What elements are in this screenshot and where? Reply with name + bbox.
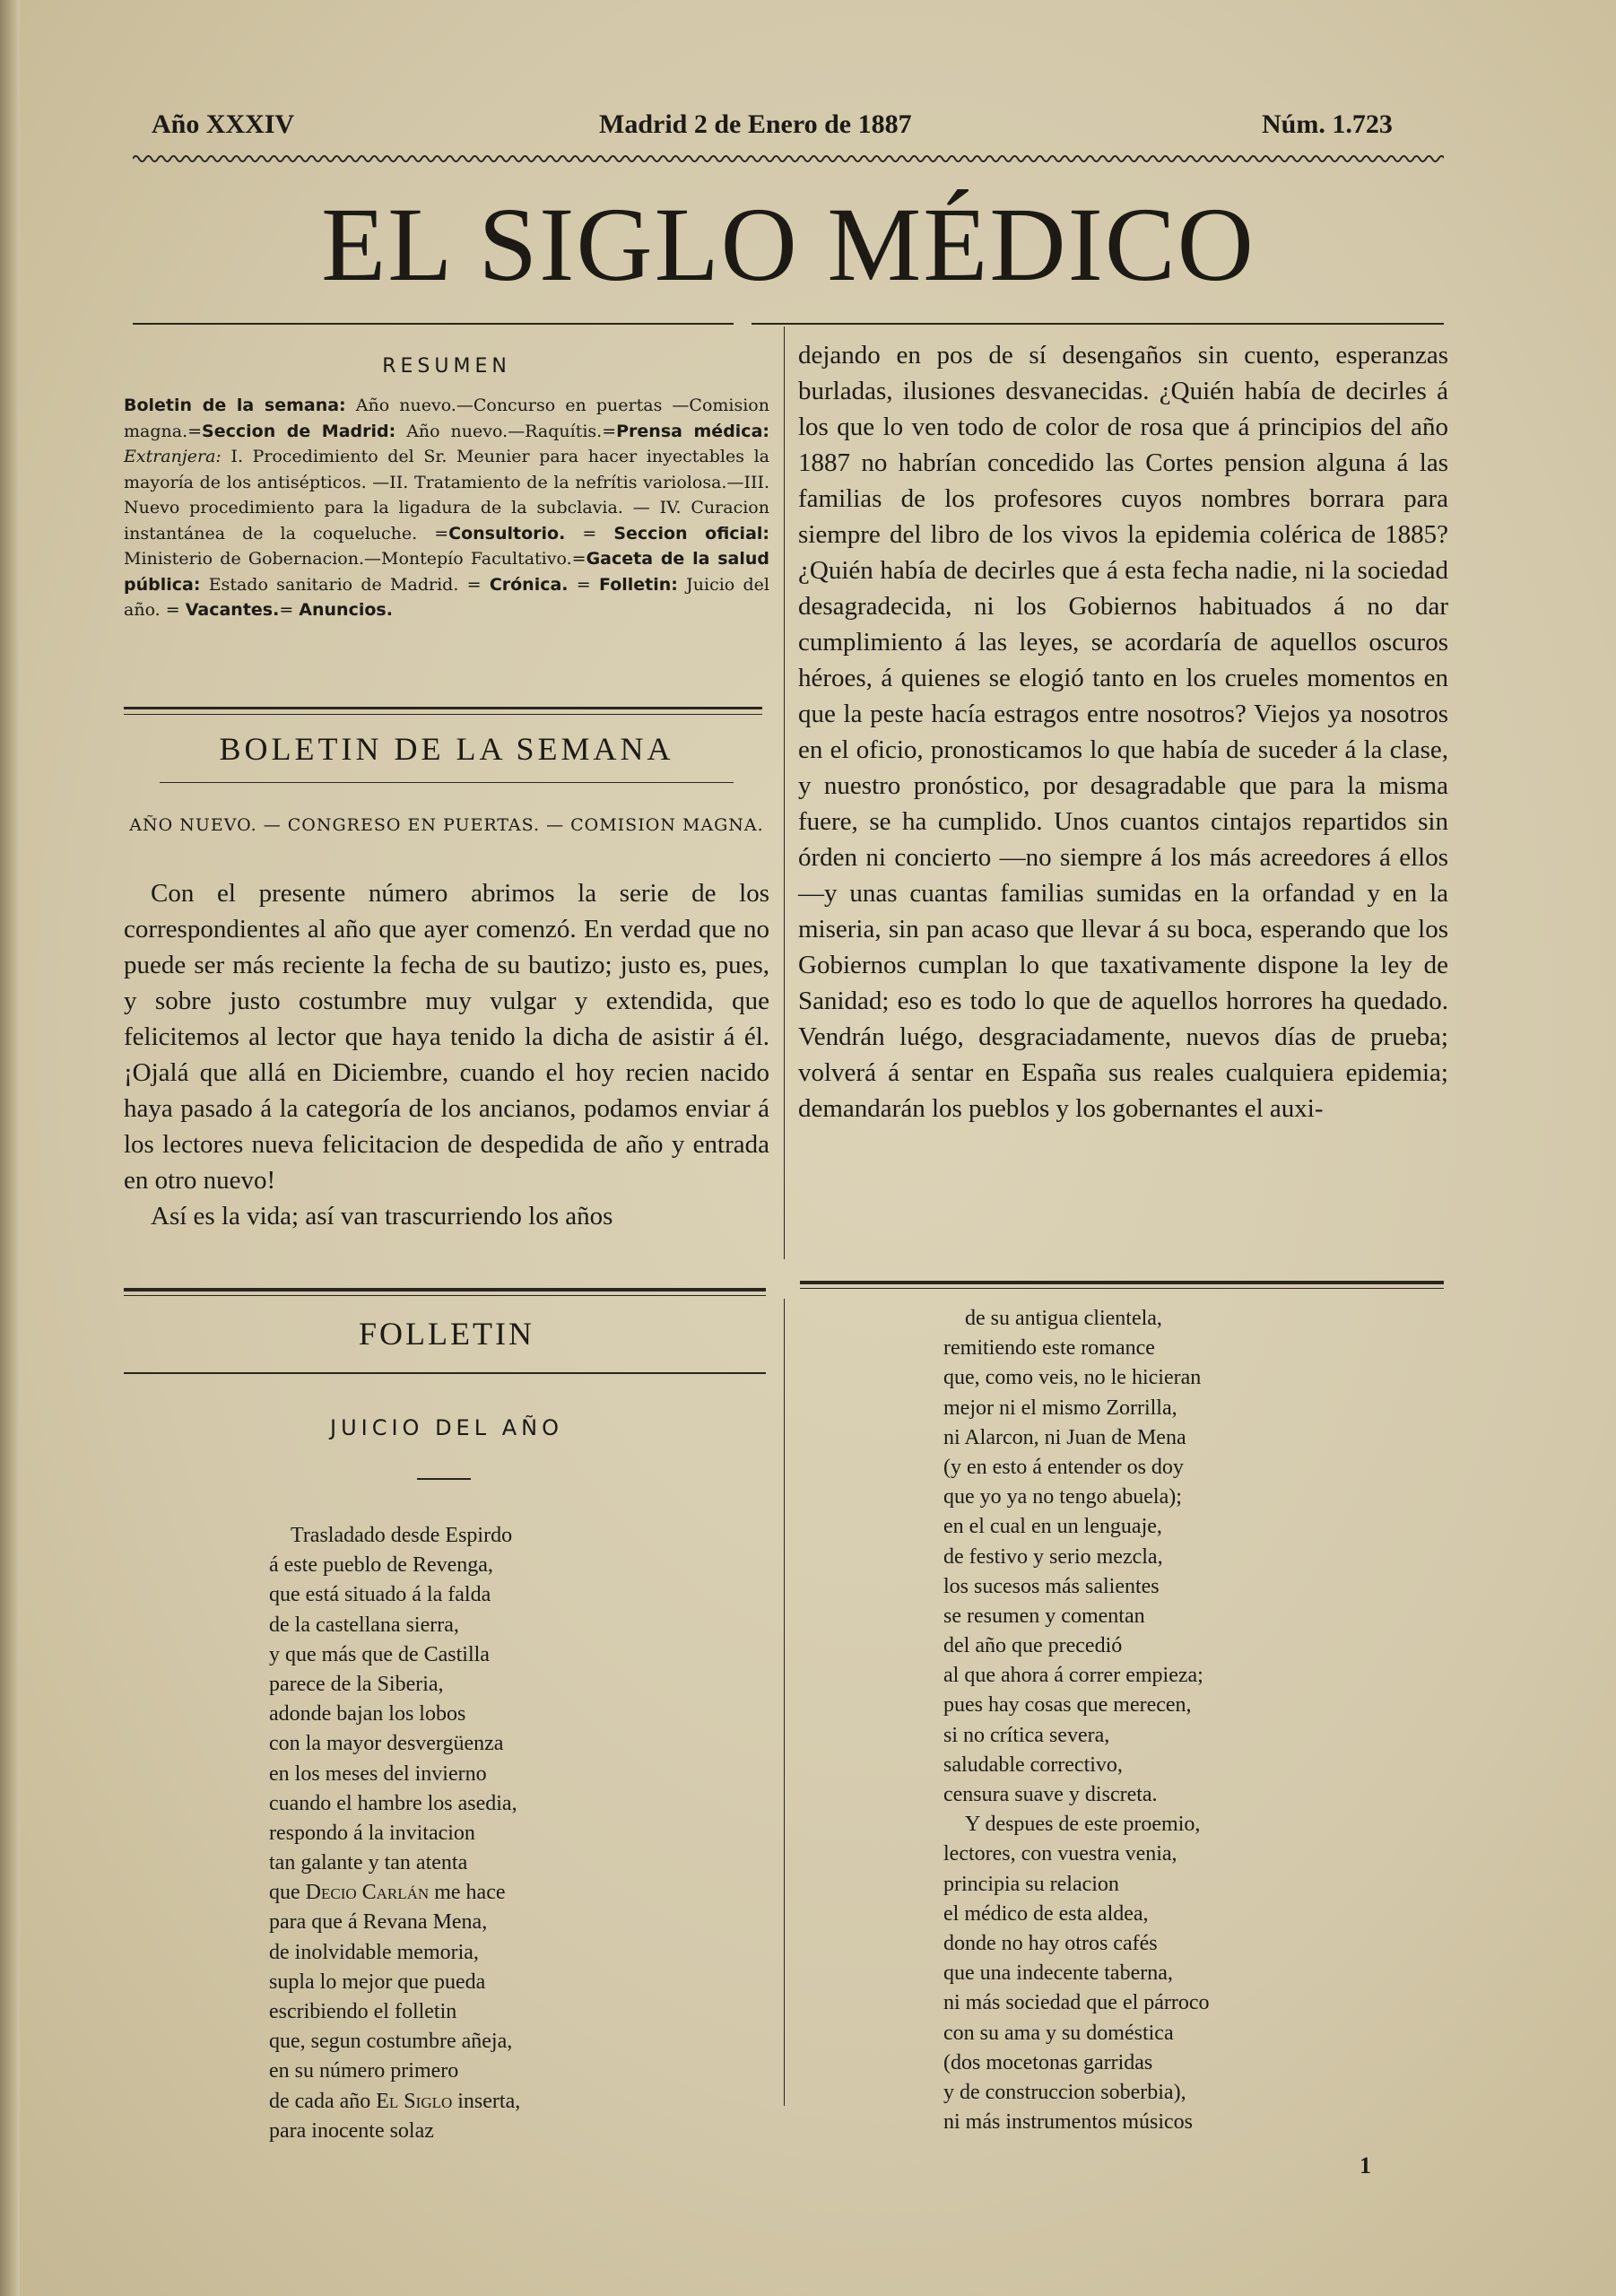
verse-right-column (943, 1304, 1210, 2137)
verse-line: que yo ya no tengo abuela); (943, 1485, 1182, 1509)
verse-line: ni más sociedad que el párroco (943, 1991, 1210, 2015)
resumen-item-text: = (568, 574, 599, 595)
resumen-item-text: Año nuevo.—Concurso en puertas —Comision magna.= (124, 396, 769, 441)
resumen-item-text: Ministerio de Gobernacion.—Montepío Facultativo.= (124, 549, 586, 569)
boletin-paragraph-2: Así es la vida; así van trascurriendo los años (151, 1202, 613, 1231)
verse-line: Y despues de este proemio, (965, 1813, 1201, 1837)
verse-line: Trasladado desde Espirdo (291, 1524, 513, 1547)
boletin-paragraph-1: Con el presente número abrimos la serie de los correspondientes al año que ayer comenzó. En verdad que no puede ser más reciente la fecha de su bautizo; justo es, pues, y sobre justo costumbre muy vulgar y extendida, que felicitemos al lector que haya tenido la dicha de asistir á él. ¡Ojalá que allá en Diciembre, cuando el hoy recien nacido haya pasado á la categoría de los ancianos, podamos enviar á los lectores nueva felicitacion de despedida de año y entrada en otro nuevo! (124, 879, 769, 1195)
verse-line: respondo á la invitacion (269, 1821, 475, 1845)
resumen-title: RESUMEN (382, 355, 511, 378)
boletin-left-column (124, 875, 769, 1234)
folletin-rule-left-2 (124, 1295, 766, 1296)
verse-line: en su número primero (269, 2059, 459, 2083)
verse-line: del año que precedió (943, 1634, 1123, 1658)
verse-line: se resumen y comentan (943, 1604, 1145, 1628)
folletin-subheading: JUICIO DEL AÑO (330, 1415, 563, 1440)
verse-line: con la mayor desvergüenza (269, 1732, 504, 1756)
boletin-right-column: dejando en pos de sí desengaños sin cuento, esperanzas burladas, ilusiones desvanecidas. ¿Quién había de decirles á los que lo ven todo de color de rosa que á principios del año 1887 no habrían concedido las Cortes pension alguna á las familias de los profesores cuyos nombres borrara para siempre del libro de los vivos la epidemia colérica de 1885? ¿Quién había de decirles que á esta fecha nadie, ni la sociedad desagradecida, ni los Gobiernos habituados á no dar cumplimiento á las leyes, se acordaría de aquellos oscuros héroes, á quienes se elogió tanto en los crueles momentos en que la peste hacía estragos entre nosotros? Viejos ya nosotros en el oficio, pronosticamos lo que había de suceder á la clase, y nuestro pronóstico, por desagradable que para la misma fuere, se ha cumplido. Unos cuantos cintajos repartidos sin órden ni concierto —no siempre á los más acreedores á ellos—y unas cuantas familias sumidas en la orfandad y en la miseria, sin pan acaso que llevar á su boca, esperando que los Gobiernos cumplan lo que taxativamente dispone la ley de Sanidad; eso es todo lo que de aquellos horrores ha quedado. Vendrán luégo, desgraciadamente, nuevos días de prueba; volverá á sentar en España sus reales cualquiera epidemia; demandarán los pueblos y los gobernantes el auxi- (798, 341, 1448, 1123)
wavy-ornament-rule (133, 152, 1444, 165)
verse-line: en el cual en un lenguaje, (943, 1515, 1162, 1539)
boletin-subheading: AÑO NUEVO. — CONGRESO EN PUERTAS. — COMISION MAGNA. (129, 815, 764, 835)
verse-line: mejor ni el mismo Zorrilla, (943, 1396, 1177, 1420)
verse-line: si no crítica severa, (943, 1723, 1110, 1747)
verse-line: cuando el hambre los asedia, (269, 1791, 517, 1815)
folletin-short-rule (417, 1478, 471, 1480)
resumen-item-text: I. Procedimiento del Sr. Meunier para hacer inyectables la mayoría de los antisépticos. —II. Tratamiento de la nefrítis variolosa.—III. Nuevo procedimiento para la ligadura de la subclavia. — IV. Curacion instantánea de la coqueluche. = (124, 447, 769, 544)
resumen-section-label: Gaceta de la salud pública: (124, 549, 769, 595)
page-number: 1 (1360, 2152, 1371, 2179)
verse-line: saludable correctivo, (943, 1752, 1123, 1777)
column-divider-top (784, 326, 785, 1259)
verse-line: lectores, con vuestra venia, (943, 1842, 1177, 1866)
verse-line: con su ama y su doméstica (943, 2021, 1174, 2045)
resumen-section-label: Prensa médica: (616, 421, 769, 441)
binding-edge (0, 0, 20, 2296)
boletin-heading-rule (160, 782, 734, 783)
resumen-rule-2 (124, 714, 762, 715)
verse-line: supla lo mejor que pueda (269, 1970, 486, 1994)
resumen-section-label: Anuncios. (299, 600, 393, 620)
verse-line: adonde bajan los lobos (269, 1702, 466, 1726)
year-label: Año XXXIV (152, 109, 295, 139)
verse-line: ni más instrumentos músicos (943, 2110, 1193, 2135)
verse-line: pues hay cosas que merecen, (943, 1693, 1192, 1718)
verse-line: censura suave y discreta. (943, 1783, 1158, 1806)
verse-line: donde no hay otros cafés (943, 1931, 1158, 1955)
verse-line: los sucesos más salientes (943, 1574, 1160, 1598)
resumen-item-text: Año nuevo.—Raquítis.= (395, 421, 617, 441)
folletin-heading-rule (124, 1372, 766, 1374)
resumen-item-text: = (279, 600, 300, 620)
folletin-rule-right-1 (800, 1281, 1444, 1284)
folletin-rule-right-2 (800, 1288, 1444, 1289)
resumen-section-label: Folletin: (598, 574, 678, 595)
verse-line: que está situado á la falda (269, 1583, 491, 1607)
resumen-section-label: Seccion de Madrid: (202, 421, 396, 441)
verse-line: principia su relacion (943, 1872, 1119, 1896)
folletin-rule-left-1 (124, 1288, 766, 1292)
folletin-heading: FOLLETIN (359, 1316, 534, 1352)
resumen-section-label: Seccion oficial: (613, 523, 769, 544)
resumen-section-label: Boletin de la semana: (124, 396, 346, 415)
verse-line: el médico de esta aldea, (943, 1901, 1149, 1926)
verse-line: en los meses del invierno (269, 1761, 487, 1786)
verse-line: de cada año El Siglo inserta, (269, 2089, 521, 2113)
verse-line: que, segun costumbre añeja, (269, 2030, 513, 2054)
verse-line: y de construccion soberbia), (943, 2080, 1186, 2104)
verse-line: (y en esto á entender os doy (943, 1455, 1184, 1479)
resumen-section-label: Consultorio. (448, 523, 566, 544)
verse-line: que Decio Carlán me hace (269, 1881, 506, 1905)
issue-number: Núm. 1.723 (1262, 109, 1393, 139)
resumen-item-text: = (565, 523, 614, 544)
verse-line: al que ahora á correr empieza; (943, 1664, 1203, 1688)
verse-line: para que á Revana Mena, (269, 1910, 488, 1935)
resumen-section-label: Vacantes. (185, 600, 280, 620)
verse-left-column (269, 1521, 520, 2146)
newspaper-title: EL SIGLO MÉDICO (321, 186, 1255, 303)
resumen-subsection-label: Extranjera: (124, 447, 222, 466)
column-divider-bottom (784, 1299, 785, 2106)
verse-line: ni Alarcon, ni Juan de Mena (943, 1425, 1186, 1449)
title-underline-right (752, 323, 1444, 325)
verse-line: tan galante y tan atenta (269, 1851, 468, 1875)
title-underline-left (133, 323, 734, 325)
verse-line: parece de la Siberia, (269, 1672, 444, 1696)
verse-line: de su antigua clientela, (965, 1307, 1162, 1330)
verse-line: que, como veis, no le hicieran (943, 1366, 1202, 1390)
verse-line: (dos mocetonas garridas (943, 2050, 1153, 2074)
verse-line: que una indecente taberna, (943, 1961, 1173, 1986)
date-label: Madrid 2 de Enero de 1887 (599, 109, 912, 139)
boletin-heading: BOLETIN DE LA SEMANA (219, 731, 674, 767)
verse-line: á este pueblo de Revenga, (269, 1553, 493, 1578)
verse-line: remitiendo este romance (943, 1336, 1155, 1361)
verse-line: de festivo y serio mezcla, (943, 1544, 1163, 1569)
verse-line: escribiendo el folletin (269, 2000, 457, 2023)
resumen-item-text: Juicio del año. = (124, 574, 769, 620)
verse-line: y que más que de Castilla (269, 1642, 490, 1666)
resumen-summary (124, 393, 769, 623)
resumen-rule-1 (124, 707, 762, 709)
verse-line: de la castellana sierra, (269, 1613, 459, 1637)
masthead-info-line (148, 109, 1421, 149)
verse-line: para inocente solaz (269, 2118, 434, 2143)
resumen-section-label: Crónica. (489, 574, 569, 595)
verse-line: de inolvidable memoria, (269, 1940, 479, 1964)
resumen-item-text: Estado sanitario de Madrid. = (200, 574, 490, 595)
